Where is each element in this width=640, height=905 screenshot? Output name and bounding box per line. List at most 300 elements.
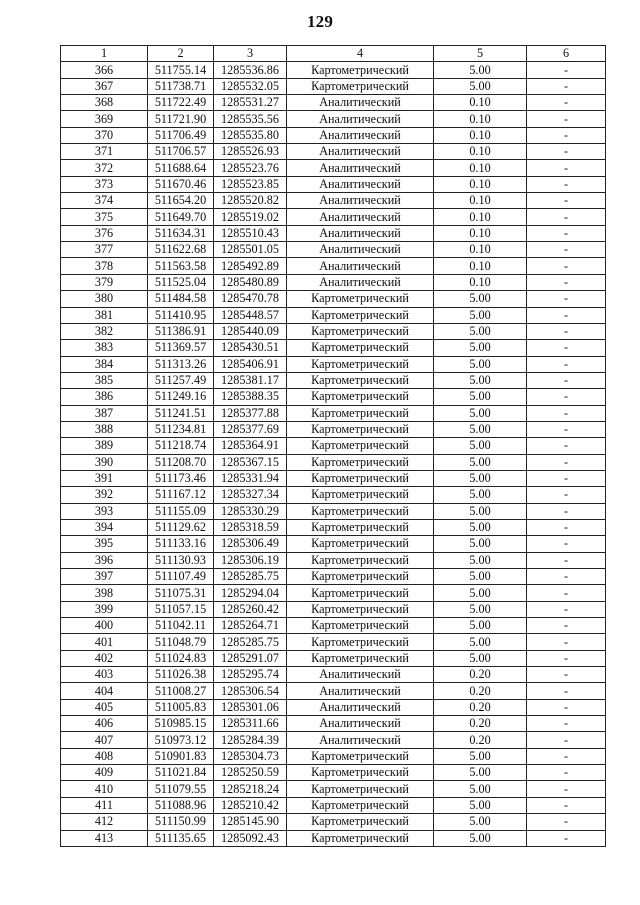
y-coordinate-cell: 1285519.02 — [214, 209, 287, 225]
method-cell: Картометрический — [287, 421, 434, 437]
accuracy-cell: 5.00 — [434, 797, 527, 813]
header-col-1: 1 — [61, 46, 148, 62]
table-row — [61, 552, 606, 568]
description-cell: - — [527, 78, 606, 94]
y-coordinate-cell: 1285264.71 — [214, 618, 287, 634]
x-coordinate-cell: 511755.14 — [148, 62, 214, 78]
accuracy-cell: 5.00 — [434, 421, 527, 437]
point-number-cell: 384 — [61, 356, 148, 372]
method-cell: Аналитический — [287, 667, 434, 683]
accuracy-cell: 5.00 — [434, 487, 527, 503]
x-coordinate-cell: 511026.38 — [148, 667, 214, 683]
page-number: 129 — [306, 12, 334, 31]
x-coordinate-cell: 511075.31 — [148, 585, 214, 601]
description-cell: - — [527, 225, 606, 241]
table-row — [61, 78, 606, 94]
accuracy-cell: 0.10 — [434, 111, 527, 127]
y-coordinate-cell: 1285367.15 — [214, 454, 287, 470]
point-number-cell: 392 — [61, 487, 148, 503]
y-coordinate-cell: 1285092.43 — [214, 830, 287, 846]
y-coordinate-cell: 1285430.51 — [214, 340, 287, 356]
x-coordinate-cell: 511024.83 — [148, 650, 214, 666]
method-cell: Картометрический — [287, 585, 434, 601]
table-row — [61, 716, 606, 732]
x-coordinate-cell: 511721.90 — [148, 111, 214, 127]
x-coordinate-cell: 511155.09 — [148, 503, 214, 519]
table-row — [61, 111, 606, 127]
header-col-2: 2 — [148, 46, 214, 62]
x-coordinate-cell: 511249.16 — [148, 389, 214, 405]
accuracy-cell: 0.10 — [434, 95, 527, 111]
method-cell: Аналитический — [287, 176, 434, 192]
method-cell: Картометрический — [287, 797, 434, 813]
description-cell: - — [527, 487, 606, 503]
method-cell: Картометрический — [287, 454, 434, 470]
x-coordinate-cell: 511722.49 — [148, 95, 214, 111]
header-col-4: 4 — [287, 46, 434, 62]
y-coordinate-cell: 1285536.86 — [214, 62, 287, 78]
x-coordinate-cell: 511135.65 — [148, 830, 214, 846]
x-coordinate-cell: 511042.11 — [148, 618, 214, 634]
table-row — [61, 356, 606, 372]
x-coordinate-cell: 511107.49 — [148, 569, 214, 585]
method-cell: Аналитический — [287, 193, 434, 209]
description-cell: - — [527, 95, 606, 111]
x-coordinate-cell: 511057.15 — [148, 601, 214, 617]
point-number-cell: 396 — [61, 552, 148, 568]
point-number-cell: 380 — [61, 291, 148, 307]
description-cell: - — [527, 618, 606, 634]
accuracy-cell: 0.10 — [434, 242, 527, 258]
method-cell: Аналитический — [287, 225, 434, 241]
accuracy-cell: 0.10 — [434, 274, 527, 290]
accuracy-cell: 5.00 — [434, 323, 527, 339]
method-cell: Аналитический — [287, 160, 434, 176]
point-number-cell: 382 — [61, 323, 148, 339]
header-col-3: 3 — [214, 46, 287, 62]
y-coordinate-cell: 1285535.80 — [214, 127, 287, 143]
point-number-cell: 376 — [61, 225, 148, 241]
point-number-cell: 412 — [61, 814, 148, 830]
accuracy-cell: 0.10 — [434, 176, 527, 192]
description-cell: - — [527, 552, 606, 568]
y-coordinate-cell: 1285285.75 — [214, 634, 287, 650]
point-number-cell: 398 — [61, 585, 148, 601]
accuracy-cell: 5.00 — [434, 601, 527, 617]
y-coordinate-cell: 1285377.69 — [214, 421, 287, 437]
accuracy-cell: 0.20 — [434, 683, 527, 699]
description-cell: - — [527, 781, 606, 797]
accuracy-cell: 5.00 — [434, 340, 527, 356]
x-coordinate-cell: 511167.12 — [148, 487, 214, 503]
table-row — [61, 536, 606, 552]
point-number-cell: 387 — [61, 405, 148, 421]
point-number-cell: 381 — [61, 307, 148, 323]
point-number-cell: 375 — [61, 209, 148, 225]
point-number-cell: 399 — [61, 601, 148, 617]
method-cell: Картометрический — [287, 62, 434, 78]
y-coordinate-cell: 1285364.91 — [214, 438, 287, 454]
method-cell: Аналитический — [287, 732, 434, 748]
method-cell: Картометрический — [287, 487, 434, 503]
y-coordinate-cell: 1285501.05 — [214, 242, 287, 258]
accuracy-cell: 5.00 — [434, 536, 527, 552]
method-cell: Аналитический — [287, 242, 434, 258]
x-coordinate-cell: 511563.58 — [148, 258, 214, 274]
accuracy-cell: 5.00 — [434, 291, 527, 307]
y-coordinate-cell: 1285260.42 — [214, 601, 287, 617]
accuracy-cell: 0.20 — [434, 732, 527, 748]
y-coordinate-cell: 1285520.82 — [214, 193, 287, 209]
table-row — [61, 209, 606, 225]
table-row — [61, 487, 606, 503]
x-coordinate-cell: 511410.95 — [148, 307, 214, 323]
x-coordinate-cell: 511313.26 — [148, 356, 214, 372]
y-coordinate-cell: 1285318.59 — [214, 519, 287, 535]
description-cell: - — [527, 503, 606, 519]
table-row — [61, 62, 606, 78]
x-coordinate-cell: 511130.93 — [148, 552, 214, 568]
accuracy-cell: 5.00 — [434, 650, 527, 666]
description-cell: - — [527, 797, 606, 813]
table-row — [61, 340, 606, 356]
y-coordinate-cell: 1285470.78 — [214, 291, 287, 307]
method-cell: Картометрический — [287, 601, 434, 617]
header-col-5: 5 — [434, 46, 527, 62]
description-cell: - — [527, 830, 606, 846]
point-number-cell: 366 — [61, 62, 148, 78]
point-number-cell: 407 — [61, 732, 148, 748]
y-coordinate-cell: 1285330.29 — [214, 503, 287, 519]
table-header — [61, 46, 606, 62]
point-number-cell: 391 — [61, 470, 148, 486]
y-coordinate-cell: 1285448.57 — [214, 307, 287, 323]
description-cell: - — [527, 176, 606, 192]
y-coordinate-cell: 1285284.39 — [214, 732, 287, 748]
description-cell: - — [527, 765, 606, 781]
table-row — [61, 683, 606, 699]
description-cell: - — [527, 340, 606, 356]
point-number-cell: 404 — [61, 683, 148, 699]
method-cell: Картометрический — [287, 307, 434, 323]
accuracy-cell: 5.00 — [434, 470, 527, 486]
accuracy-cell: 5.00 — [434, 814, 527, 830]
description-cell: - — [527, 62, 606, 78]
y-coordinate-cell: 1285523.76 — [214, 160, 287, 176]
x-coordinate-cell: 511173.46 — [148, 470, 214, 486]
table-row — [61, 797, 606, 813]
y-coordinate-cell: 1285381.17 — [214, 372, 287, 388]
description-cell: - — [527, 372, 606, 388]
x-coordinate-cell: 511234.81 — [148, 421, 214, 437]
point-number-cell: 390 — [61, 454, 148, 470]
description-cell: - — [527, 307, 606, 323]
x-coordinate-cell: 511257.49 — [148, 372, 214, 388]
x-coordinate-cell: 511150.99 — [148, 814, 214, 830]
point-number-cell: 406 — [61, 716, 148, 732]
x-coordinate-cell: 511706.49 — [148, 127, 214, 143]
y-coordinate-cell: 1285250.59 — [214, 765, 287, 781]
y-coordinate-cell: 1285440.09 — [214, 323, 287, 339]
point-number-cell: 410 — [61, 781, 148, 797]
description-cell: - — [527, 716, 606, 732]
table-row — [61, 160, 606, 176]
accuracy-cell: 0.20 — [434, 716, 527, 732]
table-row — [61, 601, 606, 617]
point-number-cell: 397 — [61, 569, 148, 585]
table-row — [61, 372, 606, 388]
table-row — [61, 765, 606, 781]
point-number-cell: 402 — [61, 650, 148, 666]
y-coordinate-cell: 1285294.04 — [214, 585, 287, 601]
y-coordinate-cell: 1285218.24 — [214, 781, 287, 797]
y-coordinate-cell: 1285492.89 — [214, 258, 287, 274]
table-row — [61, 470, 606, 486]
accuracy-cell: 0.10 — [434, 160, 527, 176]
x-coordinate-cell: 510973.12 — [148, 732, 214, 748]
header-col-6: 6 — [527, 46, 606, 62]
point-number-cell: 370 — [61, 127, 148, 143]
y-coordinate-cell: 1285480.89 — [214, 274, 287, 290]
method-cell: Картометрический — [287, 389, 434, 405]
table-row — [61, 307, 606, 323]
accuracy-cell: 5.00 — [434, 389, 527, 405]
table-row — [61, 176, 606, 192]
x-coordinate-cell: 511133.16 — [148, 536, 214, 552]
table-row — [61, 503, 606, 519]
description-cell: - — [527, 209, 606, 225]
x-coordinate-cell: 511738.71 — [148, 78, 214, 94]
description-cell: - — [527, 650, 606, 666]
table-row — [61, 781, 606, 797]
y-coordinate-cell: 1285304.73 — [214, 748, 287, 764]
description-cell: - — [527, 569, 606, 585]
x-coordinate-cell: 511079.55 — [148, 781, 214, 797]
description-cell: - — [527, 585, 606, 601]
description-cell: - — [527, 519, 606, 535]
accuracy-cell: 5.00 — [434, 405, 527, 421]
table-row — [61, 323, 606, 339]
method-cell: Картометрический — [287, 372, 434, 388]
description-cell: - — [527, 356, 606, 372]
table-row — [61, 258, 606, 274]
point-number-cell: 405 — [61, 699, 148, 715]
point-number-cell: 374 — [61, 193, 148, 209]
x-coordinate-cell: 511218.74 — [148, 438, 214, 454]
table-row — [61, 291, 606, 307]
point-number-cell: 378 — [61, 258, 148, 274]
table-row — [61, 748, 606, 764]
y-coordinate-cell: 1285285.75 — [214, 569, 287, 585]
method-cell: Картометрический — [287, 405, 434, 421]
accuracy-cell: 5.00 — [434, 78, 527, 94]
accuracy-cell: 5.00 — [434, 585, 527, 601]
accuracy-cell: 5.00 — [434, 781, 527, 797]
accuracy-cell: 5.00 — [434, 634, 527, 650]
description-cell: - — [527, 111, 606, 127]
method-cell: Картометрический — [287, 748, 434, 764]
accuracy-cell: 0.10 — [434, 209, 527, 225]
description-cell: - — [527, 699, 606, 715]
accuracy-cell: 5.00 — [434, 569, 527, 585]
point-number-cell: 393 — [61, 503, 148, 519]
accuracy-cell: 5.00 — [434, 830, 527, 846]
description-cell: - — [527, 274, 606, 290]
table-row — [61, 421, 606, 437]
x-coordinate-cell: 511654.20 — [148, 193, 214, 209]
y-coordinate-cell: 1285388.35 — [214, 389, 287, 405]
accuracy-cell: 5.00 — [434, 503, 527, 519]
method-cell: Картометрический — [287, 814, 434, 830]
description-cell: - — [527, 683, 606, 699]
method-cell: Картометрический — [287, 503, 434, 519]
method-cell: Аналитический — [287, 111, 434, 127]
x-coordinate-cell: 511484.58 — [148, 291, 214, 307]
accuracy-cell: 5.00 — [434, 438, 527, 454]
coordinates-table — [60, 45, 606, 847]
y-coordinate-cell: 1285306.19 — [214, 552, 287, 568]
accuracy-cell: 0.10 — [434, 144, 527, 160]
method-cell: Картометрический — [287, 340, 434, 356]
point-number-cell: 400 — [61, 618, 148, 634]
table-row — [61, 225, 606, 241]
y-coordinate-cell: 1285535.56 — [214, 111, 287, 127]
x-coordinate-cell: 511622.68 — [148, 242, 214, 258]
method-cell: Картометрический — [287, 470, 434, 486]
y-coordinate-cell: 1285510.43 — [214, 225, 287, 241]
y-coordinate-cell: 1285532.05 — [214, 78, 287, 94]
method-cell: Картометрический — [287, 536, 434, 552]
x-coordinate-cell: 511706.57 — [148, 144, 214, 160]
method-cell: Аналитический — [287, 699, 434, 715]
table-row — [61, 634, 606, 650]
table-row — [61, 438, 606, 454]
description-cell: - — [527, 667, 606, 683]
method-cell: Картометрический — [287, 438, 434, 454]
point-number-cell: 367 — [61, 78, 148, 94]
y-coordinate-cell: 1285523.85 — [214, 176, 287, 192]
method-cell: Картометрический — [287, 552, 434, 568]
table-row — [61, 519, 606, 535]
x-coordinate-cell: 511129.62 — [148, 519, 214, 535]
x-coordinate-cell: 511688.64 — [148, 160, 214, 176]
accuracy-cell: 5.00 — [434, 519, 527, 535]
method-cell: Картометрический — [287, 569, 434, 585]
table-row — [61, 127, 606, 143]
table-row — [61, 274, 606, 290]
method-cell: Картометрический — [287, 781, 434, 797]
table-row — [61, 618, 606, 634]
header-row — [61, 46, 606, 62]
accuracy-cell: 5.00 — [434, 552, 527, 568]
y-coordinate-cell: 1285526.93 — [214, 144, 287, 160]
point-number-cell: 385 — [61, 372, 148, 388]
y-coordinate-cell: 1285306.54 — [214, 683, 287, 699]
point-number-cell: 409 — [61, 765, 148, 781]
method-cell: Картометрический — [287, 765, 434, 781]
table-row — [61, 569, 606, 585]
method-cell: Картометрический — [287, 634, 434, 650]
x-coordinate-cell: 511525.04 — [148, 274, 214, 290]
point-number-cell: 395 — [61, 536, 148, 552]
description-cell: - — [527, 193, 606, 209]
accuracy-cell: 5.00 — [434, 307, 527, 323]
description-cell: - — [527, 242, 606, 258]
table-row — [61, 585, 606, 601]
method-cell: Картометрический — [287, 291, 434, 307]
y-coordinate-cell: 1285295.74 — [214, 667, 287, 683]
table-row — [61, 193, 606, 209]
description-cell: - — [527, 291, 606, 307]
table-row — [61, 389, 606, 405]
point-number-cell: 403 — [61, 667, 148, 683]
description-cell: - — [527, 438, 606, 454]
table-row — [61, 405, 606, 421]
table-row — [61, 454, 606, 470]
accuracy-cell: 0.10 — [434, 225, 527, 241]
description-cell: - — [527, 421, 606, 437]
point-number-cell: 401 — [61, 634, 148, 650]
accuracy-cell: 5.00 — [434, 765, 527, 781]
point-number-cell: 411 — [61, 797, 148, 813]
method-cell: Картометрический — [287, 356, 434, 372]
y-coordinate-cell: 1285306.49 — [214, 536, 287, 552]
accuracy-cell: 5.00 — [434, 62, 527, 78]
method-cell: Аналитический — [287, 274, 434, 290]
x-coordinate-cell: 511241.51 — [148, 405, 214, 421]
x-coordinate-cell: 511005.83 — [148, 699, 214, 715]
description-cell: - — [527, 470, 606, 486]
x-coordinate-cell: 511008.27 — [148, 683, 214, 699]
point-number-cell: 408 — [61, 748, 148, 764]
table-row — [61, 650, 606, 666]
point-number-cell: 386 — [61, 389, 148, 405]
point-number-cell: 388 — [61, 421, 148, 437]
table-row — [61, 144, 606, 160]
point-number-cell: 369 — [61, 111, 148, 127]
table-row — [61, 732, 606, 748]
method-cell: Аналитический — [287, 209, 434, 225]
description-cell: - — [527, 323, 606, 339]
point-number-cell: 368 — [61, 95, 148, 111]
description-cell: - — [527, 601, 606, 617]
x-coordinate-cell: 511386.91 — [148, 323, 214, 339]
point-number-cell: 373 — [61, 176, 148, 192]
x-coordinate-cell: 511048.79 — [148, 634, 214, 650]
y-coordinate-cell: 1285291.07 — [214, 650, 287, 666]
point-number-cell: 413 — [61, 830, 148, 846]
x-coordinate-cell: 511634.31 — [148, 225, 214, 241]
y-coordinate-cell: 1285145.90 — [214, 814, 287, 830]
method-cell: Аналитический — [287, 144, 434, 160]
x-coordinate-cell: 511670.46 — [148, 176, 214, 192]
accuracy-cell: 5.00 — [434, 372, 527, 388]
x-coordinate-cell: 510901.83 — [148, 748, 214, 764]
x-coordinate-cell: 511649.70 — [148, 209, 214, 225]
accuracy-cell: 5.00 — [434, 356, 527, 372]
method-cell: Аналитический — [287, 127, 434, 143]
description-cell: - — [527, 536, 606, 552]
description-cell: - — [527, 814, 606, 830]
description-cell: - — [527, 389, 606, 405]
point-number-cell: 379 — [61, 274, 148, 290]
accuracy-cell: 5.00 — [434, 748, 527, 764]
description-cell: - — [527, 748, 606, 764]
point-number-cell: 371 — [61, 144, 148, 160]
x-coordinate-cell: 511369.57 — [148, 340, 214, 356]
method-cell: Картометрический — [287, 830, 434, 846]
method-cell: Аналитический — [287, 683, 434, 699]
